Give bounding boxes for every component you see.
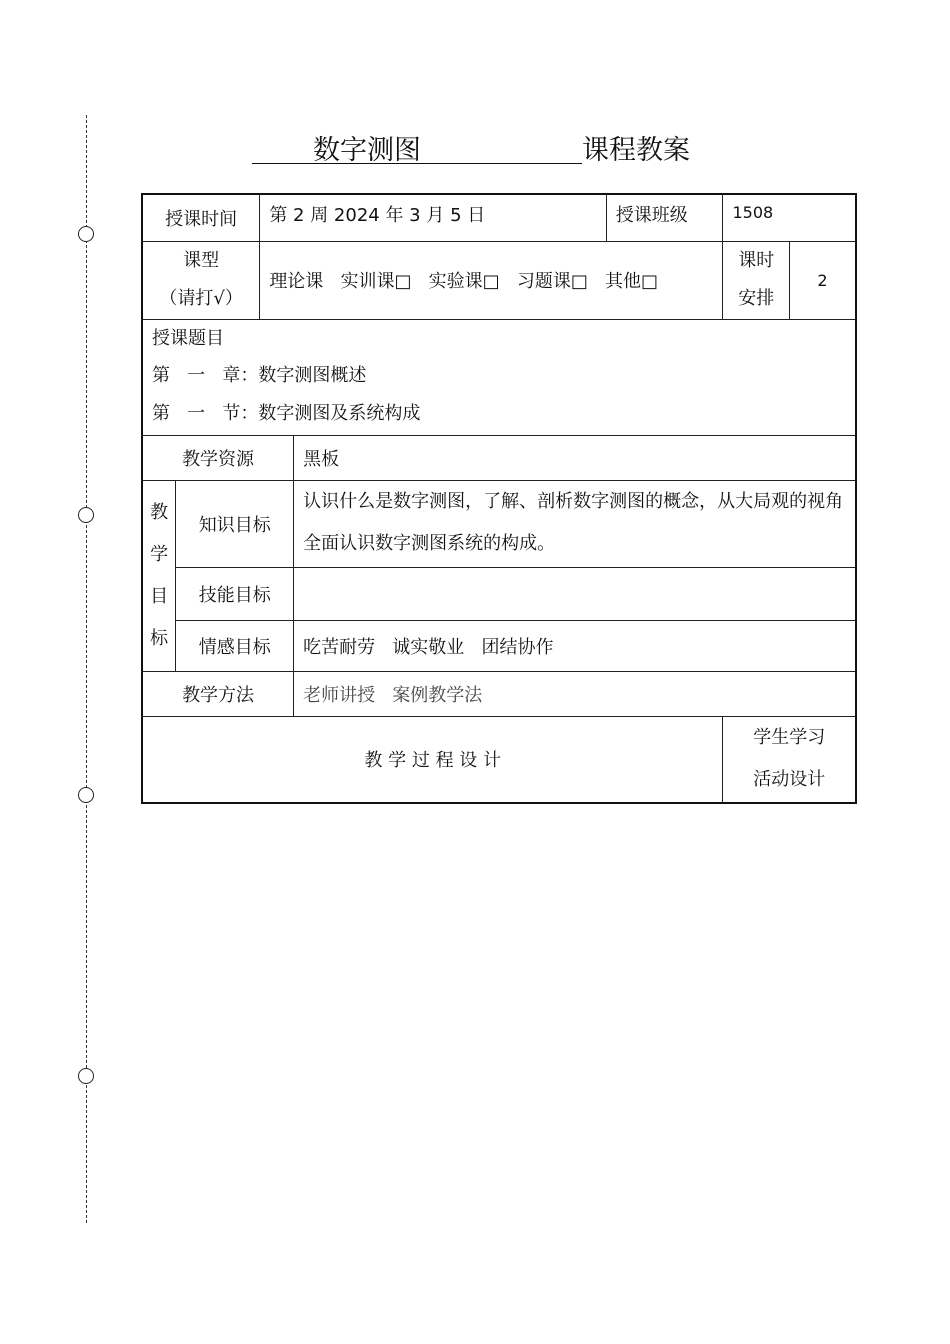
row-time <box>142 194 856 241</box>
hours-label-line2: 安排 <box>738 288 775 309</box>
process-label: 教 学 过 程 设 计 <box>142 716 723 803</box>
row-process-header <box>142 716 856 803</box>
student-activity-line2: 活动设计 <box>753 769 826 791</box>
student-activity-label <box>723 716 856 803</box>
knowledge-label: 知识目标 <box>176 480 294 567</box>
row-knowledge <box>142 480 856 567</box>
hours-label <box>723 241 789 319</box>
binding-hole <box>78 1068 94 1084</box>
objectives-char: 标 <box>150 627 169 649</box>
course-name: 数字测图 <box>313 135 421 166</box>
title-suffix: 课程教案 <box>582 135 690 166</box>
objectives-char: 学 <box>150 543 169 565</box>
objectives-group-label <box>142 480 176 671</box>
class-value: 1508 <box>723 194 856 241</box>
binding-hole <box>78 787 94 803</box>
course-type-label-line1: 课型 <box>183 250 220 271</box>
hours-value: 2 <box>789 241 856 319</box>
row-course-type <box>142 241 856 319</box>
topic-label: 授课题目 <box>152 327 224 349</box>
page-title <box>252 128 690 166</box>
binding-hole <box>78 507 94 523</box>
resources-value: 黑板 <box>294 435 856 480</box>
row-resources <box>142 435 856 480</box>
topic-cell <box>142 319 856 435</box>
class-label: 授课班级 <box>606 194 723 241</box>
methods-value: 老师讲授 案例教学法 <box>294 671 856 716</box>
binding-hole <box>78 226 94 242</box>
course-type-options: 理论课 实训课□ 实验课□ 习题课□ 其他□ <box>260 241 723 319</box>
resources-label: 教学资源 <box>142 435 294 480</box>
emotion-label: 情感目标 <box>176 620 294 671</box>
time-value: 第 2 周 2024 年 3 月 5 日 <box>260 194 607 241</box>
hours-label-line1: 课时 <box>738 250 775 271</box>
row-skill <box>142 567 856 620</box>
course-type-label <box>142 241 260 319</box>
methods-label: 教学方法 <box>142 671 294 716</box>
course-name-blank <box>252 128 582 164</box>
row-methods <box>142 671 856 716</box>
topic-section: 第 一 节：数字测图及系统构成 <box>152 402 421 424</box>
row-topic <box>142 319 856 435</box>
skill-label: 技能目标 <box>176 567 294 620</box>
objectives-char: 教 <box>150 501 169 523</box>
binding-dashed-line <box>86 115 87 1223</box>
course-type-label-line2: （请打√） <box>159 288 243 309</box>
row-emotion <box>142 620 856 671</box>
lesson-plan-table <box>141 193 857 804</box>
knowledge-value: 认识什么是数字测图，了解、剖析数字测图的概念，从大局观的视角全面认识数字测图系统的构成。 <box>294 480 856 567</box>
time-label: 授课时间 <box>142 194 260 241</box>
topic-chapter: 第 一 章：数字测图概述 <box>152 365 367 386</box>
student-activity-line1: 学生学习 <box>753 727 826 749</box>
skill-value <box>294 567 856 620</box>
emotion-value: 吃苦耐劳 诚实敬业 团结协作 <box>294 620 856 671</box>
objectives-char: 目 <box>150 585 169 607</box>
